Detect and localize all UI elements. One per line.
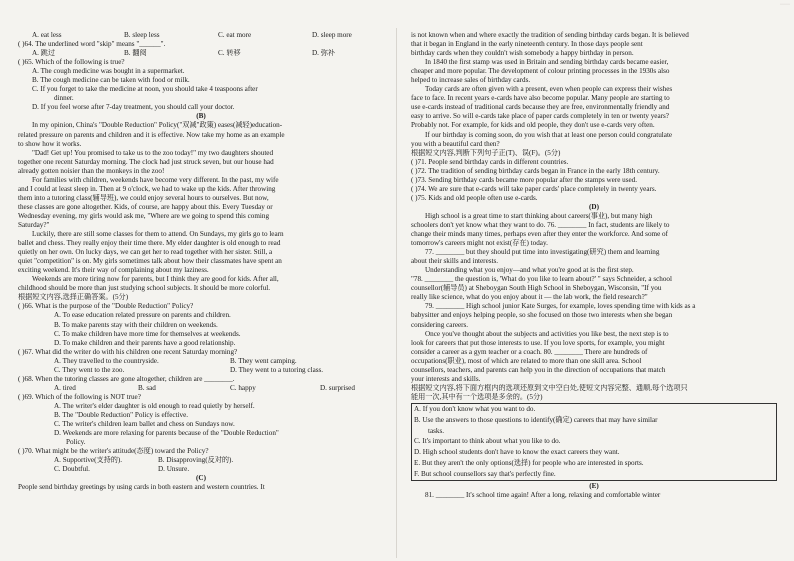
box-option: F. But school counsellors say that's perfectly fine. <box>414 469 556 478</box>
option: B. The "Double Reduction" Policy is effective. <box>54 410 189 419</box>
passage-line: cheaper and more popular. The development of colour printing processes in the 1930s also <box>411 67 670 76</box>
passage-line: quietly on her own. On lucky days, we can get her to read together with her sister. Still, a <box>18 248 273 257</box>
left-column <box>18 31 384 492</box>
passage-line: that it began in England in the early nineteenth century. In those days people sent <box>411 40 643 49</box>
option: A. The cough medicine was bought in a supermarket. <box>32 67 185 76</box>
option: B. sad <box>138 383 156 392</box>
option: B. To make parents stay with their children on weekends. <box>54 320 218 329</box>
passage-line: use e-cards instead of traditional cards because they are free, environmentally friendly and <box>411 103 670 112</box>
passage-line: In my opinion, China's "Double Reduction" Policy("双减"政策) eases(减轻)education- <box>32 121 283 130</box>
option: B. 翻阅 <box>124 49 147 58</box>
option: A. To ease education related pressure on parents and children. <box>54 311 231 320</box>
q67-options-row <box>18 357 384 366</box>
box-option: B. Use the answers to those questions to identify(确定) careers that may have similar <box>414 415 658 424</box>
passage-line: change their minds many times, perhaps even after they enter the workforce. And some of <box>411 230 668 239</box>
option: B. Disapproving(反对的). <box>158 456 234 465</box>
passage-line: Weekends are more tiring now for parents, but I think they are good for kids. After all, <box>32 275 279 284</box>
passage-line: For families with children, weekends have become very different. In the past, my wife <box>32 175 279 184</box>
passage-line: Wednesday evening, my girls would ask me, "Where are we going to spend this coming <box>18 211 270 220</box>
passage-line: childhood should be more than just studying school subjects. It should be more colorful. <box>18 284 271 293</box>
instruction-d: 根据短文内容,将下面方框内的选项还原到文中空白处,使短文内容完整、通顺,每个选项只 <box>411 383 688 392</box>
passage-line: Saturday?" <box>18 220 50 229</box>
option: C. They went to the zoo. <box>54 365 125 374</box>
passage-line: counsellor(辅导员) at Sheboygan South High School in Sheboygan, Wisconsin, "If you <box>411 284 662 293</box>
option: B. They went camping. <box>230 356 297 365</box>
tf-item: ( )72. The tradition of sending birthday cards began in France in the early 18th century. <box>411 166 660 175</box>
option: C. Doubtful. <box>54 465 90 474</box>
q70-options-row <box>18 465 384 474</box>
passage-line: really like science, what do you enjoy about it — the lab work, the field research?" <box>411 293 648 302</box>
passage-line: occupations(职业), most of which are related to more than one skill area. School <box>411 356 642 365</box>
option: B. sleep less <box>124 31 160 39</box>
passage-line: consider a career as a gym teacher or a coach. 80. ________ There are hundreds of <box>411 347 648 356</box>
passage-line: easy to arrive. So will e-cards take place of paper cards completely in ten or twenty years? <box>411 112 669 121</box>
option: D. surprised <box>320 383 355 392</box>
passage-line: Today cards are often given with a present, even when people can express their wishes <box>425 85 673 94</box>
passage-line: People send birthday greetings by using cards in both eastern and western countries. It <box>18 483 265 492</box>
passage-line: If our birthday is coming soon, do you wish that at least one person could congratulate <box>425 130 673 139</box>
passage-line: 81. ________ It's school time again! After a long, relaxing and comfortable winter <box>425 490 661 499</box>
option: C. If you forget to take the medicine at noon, you should take 4 teaspoons after <box>32 85 258 94</box>
passage-line: tomorrow's careers might not exist(存在) today. <box>411 239 548 248</box>
passage-line: 79. ________ High school junior Kate Surges, for example, loves spending time with kids as a <box>425 302 696 311</box>
option: C. To make children have more time for themselves at weekends. <box>54 329 241 338</box>
passage-line: birthday cards when they couldn't wish somebody a happy birthday in person. <box>411 49 634 58</box>
passage-line: Probably not. For example, for kids and old people, they don't use e-cards very often. <box>411 121 655 130</box>
question-68: ( )68. When the tutoring classes are gone altogether, children are ________. <box>18 374 235 383</box>
option: D. sleep more <box>312 31 352 39</box>
option-continuation: dinner. <box>54 94 74 103</box>
passage-line: is not known when and where exactly the tradition of sending birthday cards began. It is believed <box>411 31 689 39</box>
passage-line: about their skills and interests. <box>411 257 499 266</box>
column-divider <box>396 28 397 558</box>
option: D. 弥补 <box>312 49 336 58</box>
box-option: D. High school students don't have to know the exact careers they want. <box>414 448 620 457</box>
passage-d <box>411 212 777 384</box>
q67-options-row <box>18 366 384 375</box>
passage-line: babysitter and enjoys helping people, so she focused on those two interests when she began <box>411 311 673 320</box>
passage-line: you with a beautiful card then? <box>411 139 500 148</box>
passage-c <box>411 31 777 149</box>
passage-line: and I could at least sleep in. Then at 9 o'clock, we had to wake up the kids. After throwing <box>18 184 276 193</box>
passage-line: your interests and skills. <box>411 374 481 383</box>
passage-line: In 1840 the first stamp was used in Britain and sending birthday cards became easier, <box>425 58 669 67</box>
option: D. Unsure. <box>158 465 190 474</box>
q64-options <box>18 49 384 58</box>
passage-line: these classes are gone altogether. Kids, of course, are happy about this. Every Tuesday or <box>18 202 273 211</box>
option: A. They travelled to the countryside. <box>54 356 159 365</box>
q70-options-row <box>18 456 384 465</box>
option: D. To make children and their parents have a good relationship. <box>54 338 236 347</box>
option: B. The cough medicine can be taken with food or milk. <box>32 76 190 85</box>
q63-options <box>18 31 384 40</box>
passage-line: face to face. In recent years e-cards have also become popular. Many people are starting to <box>411 94 670 103</box>
section-heading-c: (C) <box>196 474 206 483</box>
option: A. The writer's elder daughter is old enough to read quietly by herself. <box>54 401 255 410</box>
box-option: A. If you don't know what you want to do. <box>414 404 536 413</box>
question-67: ( )67. What did the writer do with his children one recent Saturday morning? <box>18 347 238 356</box>
right-column <box>411 31 777 500</box>
option: D. If you feel worse after 7-day treatment, you should call your doctor. <box>32 103 235 112</box>
passage-line: Once you've thought about the subjects and activities you like best, the next step is to <box>425 329 669 338</box>
section-heading-e: (E) <box>589 481 599 490</box>
box-option: C. It's important to think about what you like to do. <box>414 437 561 446</box>
passage-line: quiet "competition" is on. My girls sometimes talk about how their classmates have spent an <box>18 257 282 266</box>
question-65: ( )65. Which of the following is true? <box>18 58 125 67</box>
question-69: ( )69. Which of the following is NOT true? <box>18 392 141 401</box>
option: A. eat less <box>32 31 62 39</box>
passage-line: 77. ________ but they should put time into investigating(研究) them and learning <box>425 248 660 257</box>
section-heading-d: (D) <box>589 202 599 211</box>
option: D. Weekends are more relaxing for parents because of the "Double Reduction" <box>54 429 279 438</box>
instruction-c: 根据短文内容,判断下列句子正(T)、误(F)。(5分) <box>411 148 561 157</box>
option: C. eat more <box>218 31 252 39</box>
passage-line: counsellors, teachers, and parents can help you in the direction of occupations that match <box>411 365 666 374</box>
option: C. The writer's children learn ballet and chess on Sundays now. <box>54 420 235 429</box>
passage-line: considering careers. <box>411 320 469 329</box>
instruction-b: 根据短文内容,选择正确答案。(5分) <box>18 293 129 302</box>
q68-options <box>18 384 384 393</box>
corner-mark: ····· <box>780 2 790 8</box>
passage-b <box>18 121 384 293</box>
tf-item: ( )73. Sending birthday cards became more popular after the stamps were used. <box>411 175 638 184</box>
passage-line: to show how it works. <box>18 139 82 148</box>
section-heading-b: (B) <box>196 112 206 121</box>
passage-line: already gotten noisier than the monkeys in the zoo! <box>18 166 165 175</box>
box-option: E. But they aren't the only options(选择) for people who are interested in sports. <box>414 458 644 467</box>
passage-line: "78. ________ the question is, 'What do you like to learn about?' " says Schneider, a school <box>411 275 672 284</box>
passage-line: "Dad! Get up! You promised to take us to the zoo today!" my two daughters shouted <box>32 148 274 157</box>
tf-item: ( )74. We are sure that e-cards will take paper cards' place completely in twenty years. <box>411 184 657 193</box>
passage-line: ballet and chess. They really enjoy their time there. My elder daughter is old enough to read <box>18 239 281 248</box>
tf-item: ( )71. People send birthday cards in different countries. <box>411 157 569 166</box>
tf-item: ( )75. Kids and old people often use e-cards. <box>411 193 538 202</box>
option: C. happy <box>230 383 256 392</box>
option-continuation: Policy. <box>66 438 86 447</box>
box-option-continuation: tasks. <box>428 426 445 435</box>
passage-line: schoolers don't yet know what they want to do. 76. ________ In fact, students are likely to <box>411 220 670 229</box>
option: D. They went to a tutoring class. <box>230 365 324 374</box>
options-box <box>411 403 777 481</box>
question-64: ( )64. The underlined word "skip" means "______". <box>18 40 166 49</box>
passage-line: look for careers that put those interests to use. If you love sports, for example, you might <box>411 338 665 347</box>
passage-line: High school is a great time to start thinking about careers(事业), but many high <box>425 211 653 220</box>
instruction-d: 能用一次,其中有一个选项是多余的。(5分) <box>411 392 543 401</box>
passage-line: Luckily, there are still some classes for them to attend. On Sundays, my girls go to learn <box>32 230 284 239</box>
option: A. Supportive(支持的). <box>54 456 123 465</box>
question-70: ( )70. What might be the writer's attitude(态度) toward the Policy? <box>18 447 209 456</box>
question-66: ( )66. What is the purpose of the "Double Reduction" Policy? <box>18 302 194 311</box>
passage-line: related pressure on parents and children and it is effective. Now take my home as an example <box>18 130 285 139</box>
passage-line: together one recent Saturday morning. The clock had just struck seven, but our house had <box>18 157 274 166</box>
passage-line: them into a tutoring class(辅导班), we could enjoy several hours to ourselves. But now, <box>18 193 269 202</box>
passage-line: Understanding what you enjoy—and what you're good at is the first step. <box>425 266 634 275</box>
passage-line: helped to increase sales of birthday cards. <box>411 76 531 85</box>
option: C. 转移 <box>218 49 241 58</box>
option: A. 跳过 <box>32 49 56 58</box>
passage-line: exciting weekend. It's their way of complaining about my laziness. <box>18 266 209 275</box>
option: A. tired <box>54 383 76 392</box>
